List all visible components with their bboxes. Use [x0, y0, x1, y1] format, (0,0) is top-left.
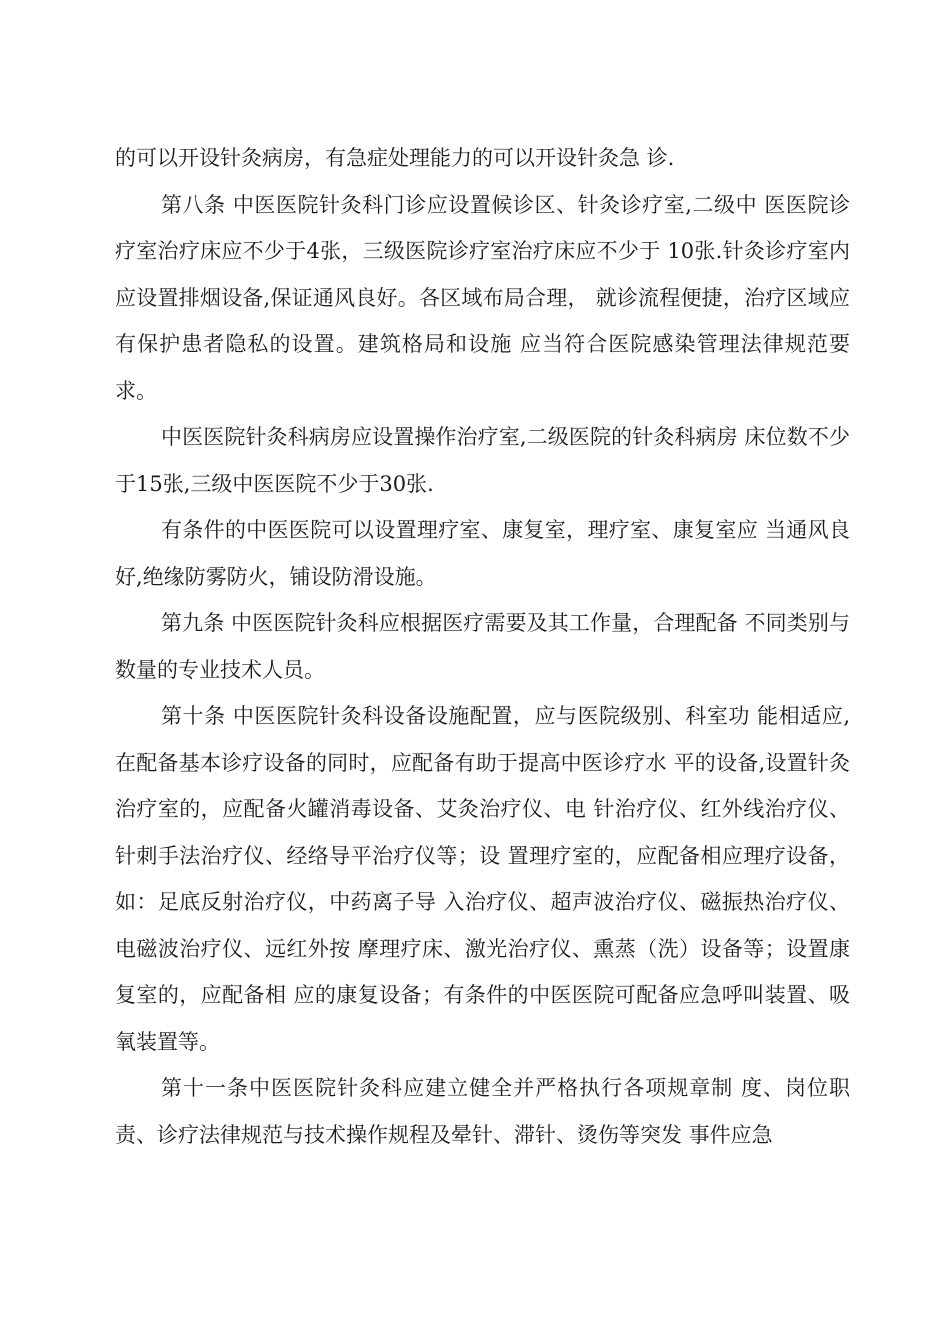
paragraph-article-9: 第九条 中医医院针灸科应根据医疗需要及其工作量，合理配备 不同类别与数量的专业技术人员。 [115, 611, 850, 682]
paragraph-continuation: 的可以开设针灸病房，有急症处理能力的可以开设针灸急 诊. [115, 146, 675, 170]
paragraph-article-10: 第十条 中医医院针灸科设备设施配置，应与医院级别、科室功 能相适应,在配备基本诊疗设备的同时，应配备有助于提高中医诊疗水 平的设备,设置针灸治疗室的，应配备火罐消毒设备、艾灸治疗仪、电 针治疗仪、红外线治疗仪、针刺手法治疗仪、经络导平治疗仪等；设 置理疗室的，应配备相应理疗设备，如：足底反射治疗仪，中药离子导 入治疗仪、超声波治疗仪、磁振热治疗仪、电磁波治疗仪、远红外按 摩理疗床、激光治疗仪、熏蒸（洗）设备等；设置康复室的，应配备相 应的康复设备；有条件的中医医院可配备应急呼叫装置、吸氧装置等。 [115, 704, 850, 1054]
paragraph-article-8: 第八条 中医医院针灸科门诊应设置候诊区、针灸诊疗室,二级中 医医院诊疗室治疗床应不少于4张，三级医院诊疗室治疗床应不少于 10张.针灸诊疗室内应设置排烟设备,保证通风良好。各区域布局合理， 就诊流程便捷，治疗区域应有保护患者隐私的设置。建筑格局和设施 应当符合医院感染管理法律规范要求。 [115, 192, 850, 403]
paragraph-article-11: 第十一条中医医院针灸科应建立健全并严格执行各项规章制 度、岗位职责、诊疗法律规范与技术操作规程及晕针、滞针、烫伤等突发 事件应急 [115, 1076, 850, 1147]
paragraph-physiotherapy-room: 有条件的中医医院可以设置理疗室、康复室，理疗室、康复室应 当通风良好,绝缘防雾防火，铺设防滑设施。 [115, 518, 850, 589]
document-body [115, 135, 850, 1158]
paragraph-ward-beds: 中医医院针灸科病房应设置操作治疗室,二级医院的针灸科病房 床位数不少于15张,三级中医医院不少于30张. [115, 425, 850, 496]
